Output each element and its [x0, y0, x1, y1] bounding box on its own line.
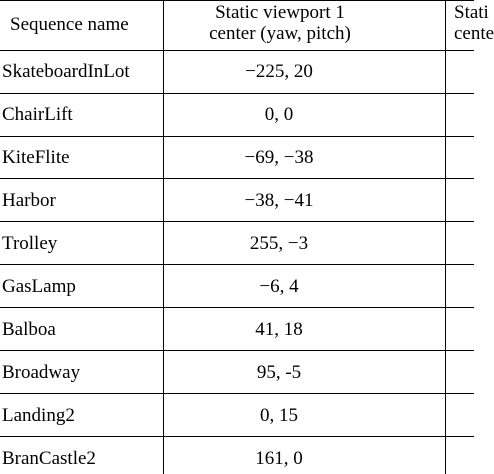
header-bottom-rule [0, 50, 474, 51]
table-row-name: ChairLift [2, 104, 73, 125]
table-row-name: SkateboardInLot [2, 61, 130, 82]
row-rule [0, 393, 474, 394]
row-rule [0, 93, 474, 94]
table-row-center1: −69, −38 [244, 147, 314, 168]
table-row-center1: 161, 0 [255, 448, 303, 469]
table-row-center1: 0, 0 [264, 104, 294, 125]
row-rule [0, 221, 474, 222]
table-row-name: GasLamp [2, 276, 76, 297]
header-viewport-2-line2: cente [454, 23, 494, 44]
header-viewport-1-center [168, 2, 392, 44]
row-rule [0, 436, 474, 437]
row-rule [0, 178, 474, 179]
table-row-center1: −6, 4 [259, 276, 299, 297]
table-row-name: Broadway [2, 362, 81, 383]
table-row-name: BranCastle2 [2, 448, 96, 469]
header-sequence-name: Sequence name [10, 14, 129, 35]
header-viewport-1-line1: Static viewport 1 [215, 2, 345, 23]
table-row-center1: 41, 18 [255, 319, 303, 340]
table-row-name: Harbor [2, 190, 56, 211]
table-row-center1: 95, -5 [256, 362, 302, 383]
table-row-name: Landing2 [2, 405, 75, 426]
row-rule [0, 350, 474, 351]
row-rule [0, 136, 474, 137]
table-row-name: Trolley [2, 233, 58, 254]
table-row-center1: −225, 20 [245, 61, 313, 82]
table-row-center1: −38, −41 [244, 190, 314, 211]
table-row-center1: 0, 15 [260, 405, 298, 426]
header-viewport-1-line2: center (yaw, pitch) [209, 23, 351, 44]
header-viewport-2-line1: Stati [454, 2, 489, 23]
header-viewport-2-center [454, 2, 494, 44]
table-row-center1: 255, −3 [249, 233, 309, 254]
column-divider-2 [445, 0, 446, 474]
row-rule [0, 307, 474, 308]
row-rule [0, 264, 474, 265]
table-row-name: KiteFlite [2, 147, 70, 168]
table-row-name: Balboa [2, 319, 56, 340]
table-top-rule [0, 0, 474, 1]
